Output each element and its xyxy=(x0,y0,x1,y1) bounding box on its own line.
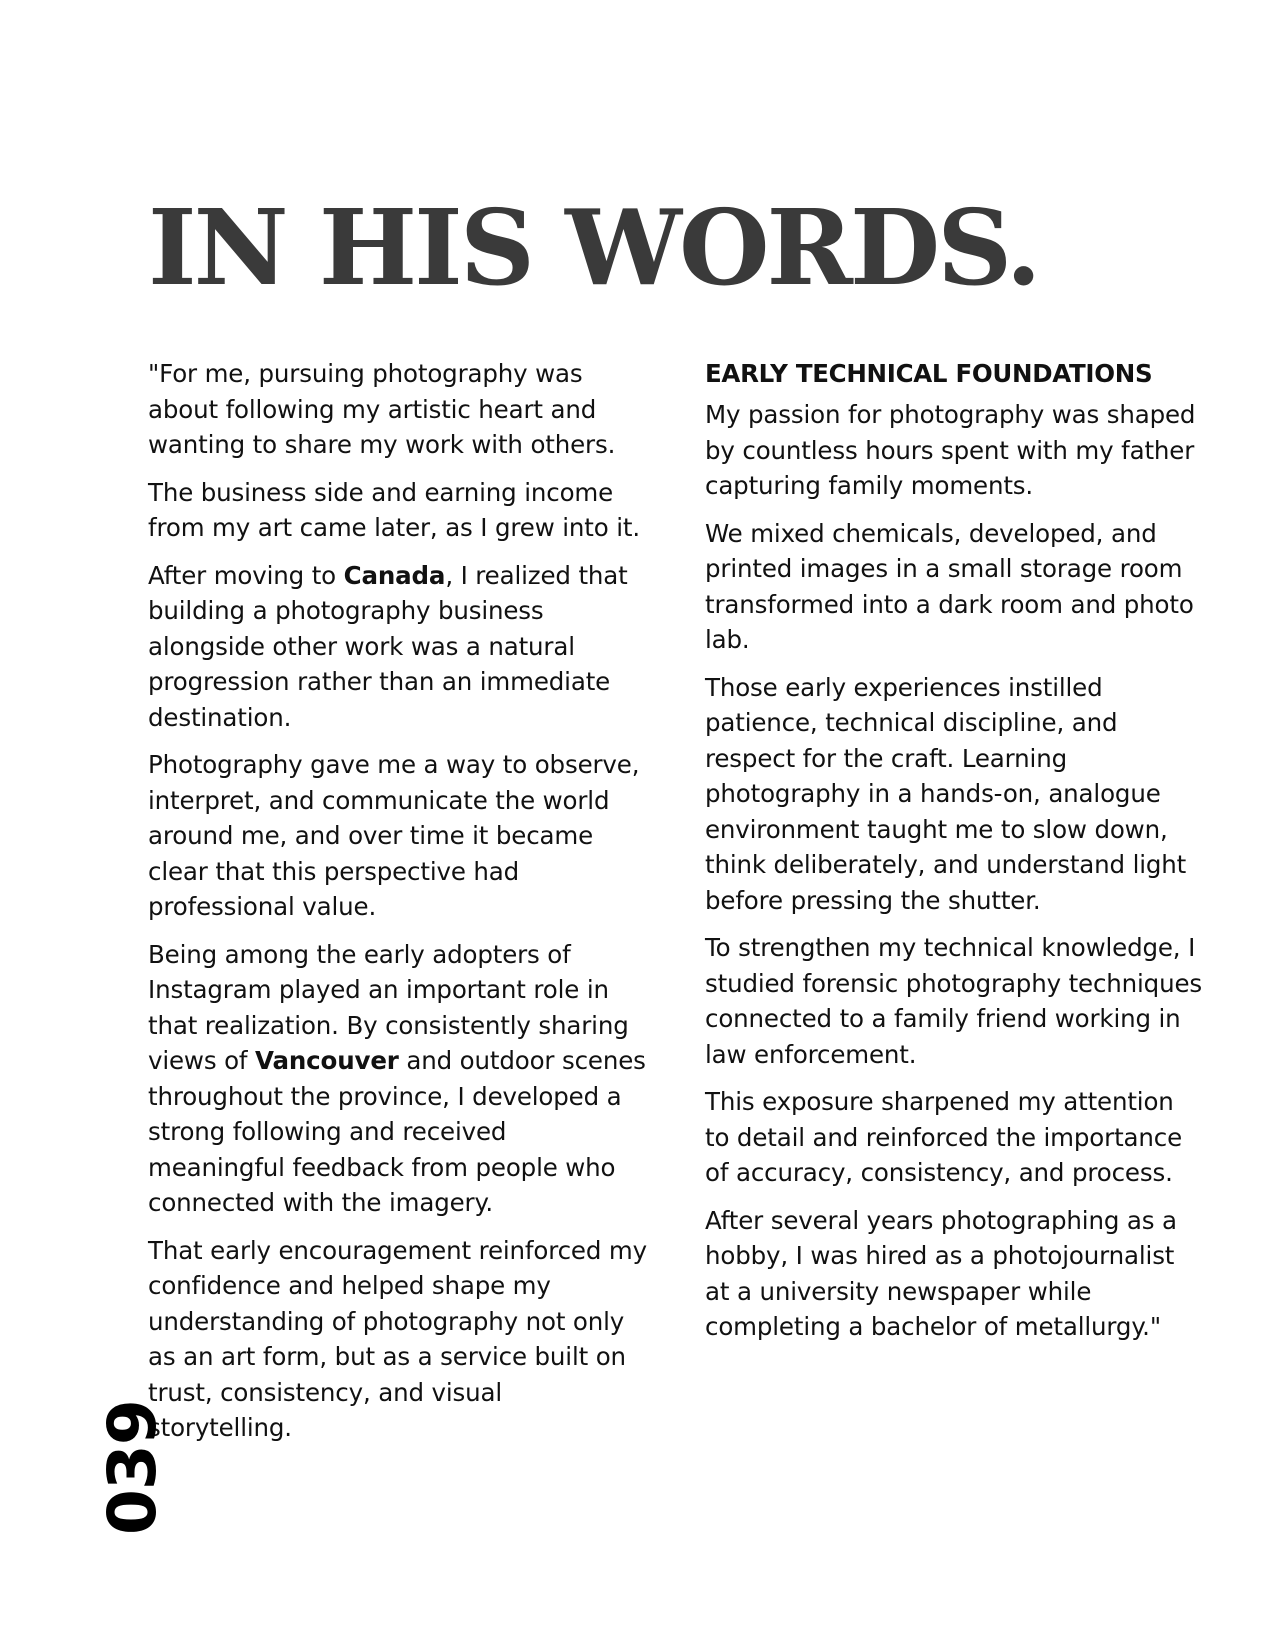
body-paragraph: To strengthen my technical knowledge, I studied forensic photography techniques connected to a family friend working in law enforcement. xyxy=(705,933,1202,1069)
emphasis-canada: Canada xyxy=(343,560,446,590)
body-paragraph: After several years photographing as a hobby, I was hired as a photojournalist at a university newspaper while completing a bachelor of metallurgy." xyxy=(705,1205,1177,1341)
body-paragraph: That early encouragement reinforced my confidence and helped shape my understanding of photography not only as an art form, but as a service built on trust, consistency, and visual storytelling. xyxy=(148,1235,647,1442)
section-heading: EARLY TECHNICAL FOUNDATIONS xyxy=(705,359,1153,388)
body-paragraph: This exposure sharpened my attention to detail and reinforced the importance of accuracy, consistency, and process. xyxy=(705,1087,1183,1187)
right-column xyxy=(705,356,1205,1357)
body-paragraph: The business side and earning income from my art came later, as I grew into it. xyxy=(148,477,640,542)
body-paragraph xyxy=(148,558,648,736)
body-paragraph: Those early experiences instilled patience, technical discipline, and respect for the craft. Learning photography in a hands-on, analogue environment taught me to slow down, think deliberately, and understand light before pressing the shutter. xyxy=(705,672,1187,915)
body-paragraph: We mixed chemicals, developed, and printed images in a small storage room transformed into a dark room and photo lab. xyxy=(705,518,1194,654)
left-column xyxy=(148,356,648,1458)
paragraph-text: After moving to xyxy=(148,560,344,590)
emphasis-vancouver: Vancouver xyxy=(255,1046,399,1075)
page-number: 039 xyxy=(94,1400,171,1535)
paragraph-text: , I realized that building a photography business alongside other work was a natural progression rather than an immediate destination. xyxy=(148,560,628,732)
body-paragraph: "For me, pursuing photography was about following my artistic heart and wanting to share my work with others. xyxy=(148,359,616,459)
page-headline: IN HIS WORDS. xyxy=(148,186,1039,309)
paragraph-text: Being among the early adopters of Instagram played an important role in that realization. By consistently sharing views of xyxy=(148,939,629,1075)
body-paragraph: Photography gave me a way to observe, interpret, and communicate the world around me, and over time it became clear that this perspective had professional value. xyxy=(148,750,640,921)
body-paragraph xyxy=(148,937,648,1221)
paragraph-text: and outdoor scenes throughout the province, I developed a strong following and received meaningful feedback from people who connected with the imagery. xyxy=(148,1046,646,1217)
body-paragraph: My passion for photography was shaped by countless hours spent with my father capturing family moments. xyxy=(705,400,1196,500)
